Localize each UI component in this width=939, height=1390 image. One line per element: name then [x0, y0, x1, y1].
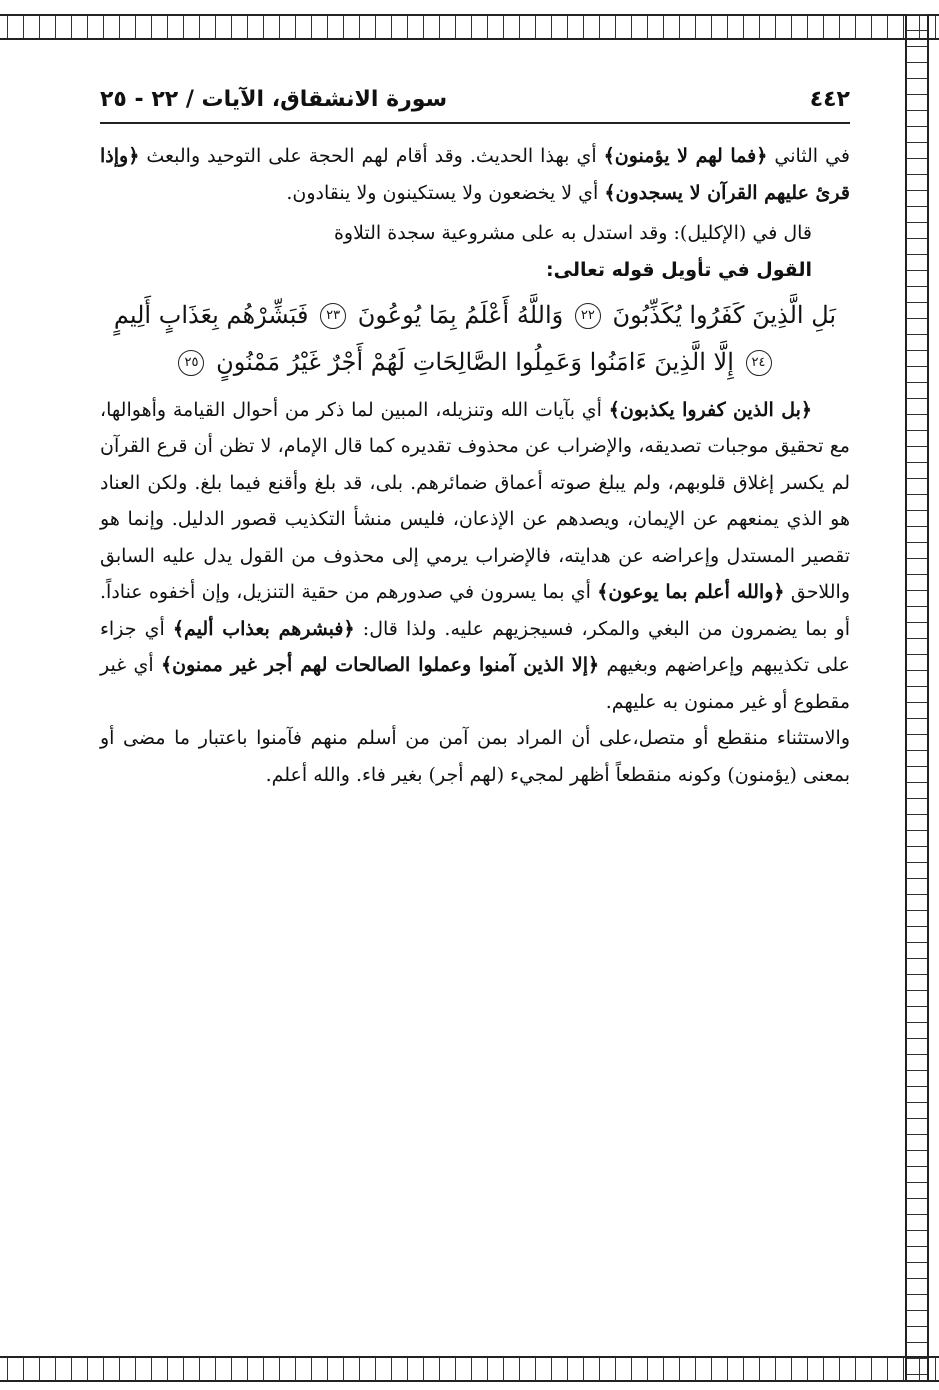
- running-header: [100, 80, 850, 124]
- paragraph-1: [100, 138, 850, 211]
- verse-line-1: [100, 292, 850, 339]
- text-span: أي بما يسرون في صدورهم من حقية التنزيل، وإن أخفوه عناداً. أو بما يضمرون من البغي والمكر، فسيجزيهم عليه. ولذا قال:: [100, 581, 851, 640]
- paragraph-4: والاستثناء منقطع أو متصل،على أن المراد بمن آمن من أسلم منهم فآمنوا باعتبار ما مضى أو بمعنى (يؤمنون) وكونه منقطعاً أظهر لمجيء (لهم أجر) بغير فاء. والله أعلم.: [100, 727, 850, 786]
- quran-quote: ﴿وإذا قرئ عليهم القرآن لا يسجدون﴾: [100, 145, 850, 204]
- book-page: [100, 80, 850, 1340]
- ornamental-border-bottom: [0, 1356, 939, 1382]
- quran-quote: ﴿فما لهم لا يؤمنون﴾: [603, 145, 768, 167]
- text-span: أي جزاء على تكذيبهم وإعراضهم وبغيهم: [100, 617, 851, 676]
- text-span: أي بهذا الحديث. وقد أقام لهم الحجة على التوحيد والبعث: [139, 145, 604, 167]
- text-span: أي بآيات الله وتنزيله، المبين لما ذكر من أحوال القيامة وأهوالها، مع تحقيق موجبات تصديقه، والإضراب عن محذوف تقديره كما قال الإمام، لا تظن أن قرع القرآن لم يكسر إغلاق قلوبهم، ولم يبلغ صوته أعماق ضمائرهم. بلى، قد بلغ وأقنع فيما بلغ. ولكن العناد هو الذي يمنعهم عن الإيمان، ويصدهم عن الإذعان، فليس منشأ التكذيب قصور الدليل. وإنما هو تقصير المستدل وإعراضه عن هدايته، فالإضراب يرمي إلى محذوف من القول يدل عليه السابق واللاحق: [100, 398, 851, 603]
- page-number: ٤٤٢: [809, 87, 850, 112]
- quran-quote: ﴿فبشرهم بعذاب أليم﴾: [172, 617, 355, 640]
- quran-quote: ﴿إلا الذين آمنوا وعملوا الصالحات لهم أجر غير ممنون﴾: [160, 654, 600, 676]
- ayah-number-marker: ٢٥: [178, 350, 204, 376]
- verse-block: [100, 292, 850, 386]
- text-span: أي لا يخضعون ولا يستكينون ولا ينقادون.: [286, 181, 605, 204]
- verse-text: فَبَشِّرْهُم بِعَذَابٍ أَلِيمٍ: [113, 300, 309, 329]
- ayah-number-marker: ٢٣: [320, 303, 346, 329]
- quran-quote: ﴿والله أعلم بما يوعون﴾: [597, 581, 785, 603]
- quran-quote: ﴿بل الذين كفروا يكذبون﴾: [608, 398, 812, 421]
- paragraph-2: قال في (الإكليل): وقد استدل به على مشروعية سجدة التلاوة: [333, 222, 812, 244]
- ornamental-border-right: [905, 14, 929, 1382]
- text-span: في الثاني: [767, 145, 851, 167]
- text-span: أي غير مقطوع أو غير ممنون به عليهم.: [100, 654, 850, 713]
- page-content: [100, 124, 850, 793]
- ayah-number-marker: ٢٢: [575, 303, 601, 329]
- verse-line-2: [100, 339, 850, 386]
- verse-text: بَلِ الَّذِينَ كَفَرُوا يُكَذِّبُونَ: [612, 300, 837, 329]
- ornamental-border-top: [0, 14, 939, 40]
- paragraph-3: [100, 392, 850, 721]
- surah-title: سورة الانشقاق، الآيات / ٢٢ - ٢٥: [100, 87, 448, 112]
- verse-text: إِلَّا الَّذِينَ ءَامَنُوا وَعَمِلُوا الصَّالِحَاتِ لَهُمْ أَجْرٌ غَيْرُ مَمْنُونٍ: [216, 347, 734, 376]
- ayah-number-marker: ٢٤: [746, 350, 772, 376]
- verse-text: وَاللَّهُ أَعْلَمُ بِمَا يُوعُونَ: [357, 300, 564, 329]
- section-heading: القول في تأويل قوله تعالى:: [546, 258, 812, 281]
